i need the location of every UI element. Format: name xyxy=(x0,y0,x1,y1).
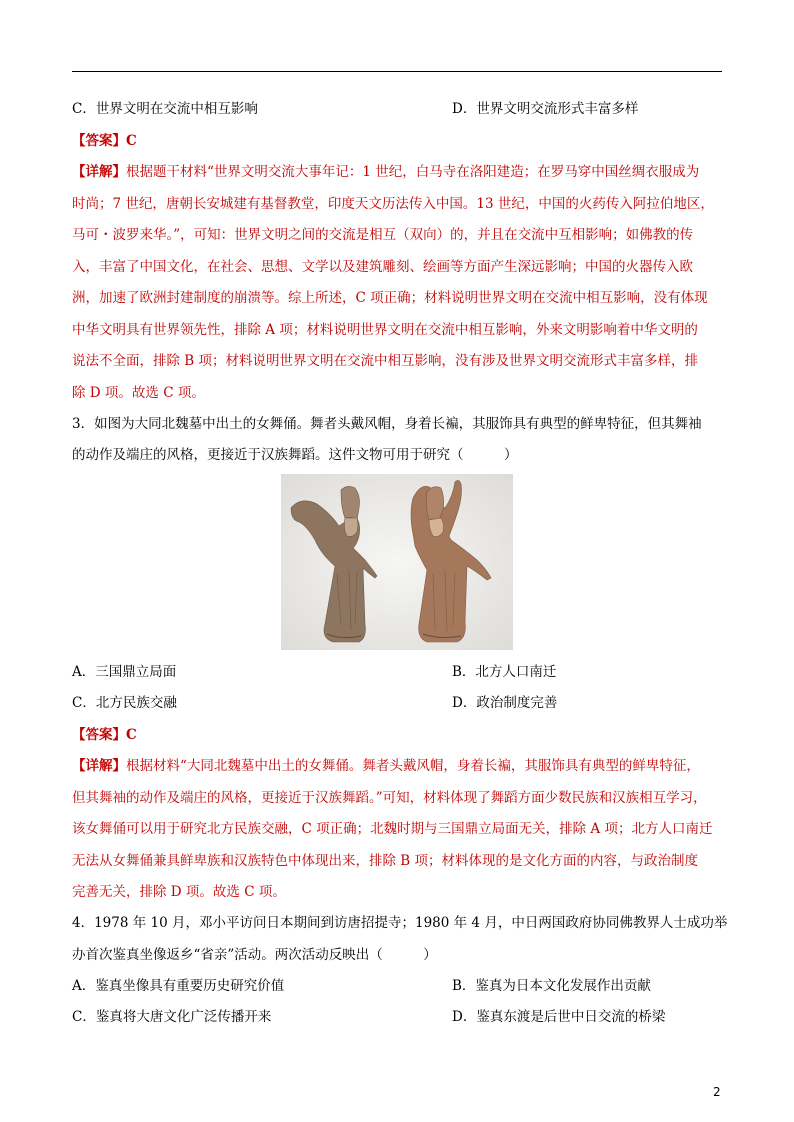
q3-option-d[interactable]: D．政治制度完善 xyxy=(452,695,558,711)
header-rule xyxy=(72,71,722,72)
q2-detail-line-1: 【详解】根据题干材料“世界文明交流大事年记：1 世纪，白马寺在洛阳建造；在罗马穿中国丝绸衣服成为 xyxy=(72,164,700,180)
q3-detail-line-3: 该女舞俑可以用于研究北方民族交融，C 项正确；北魏时期与三国鼎立局面无关，排除 A 项；北方人口南迁 xyxy=(72,821,713,837)
q4-option-a[interactable]: A．鉴真坐像具有重要历史研究价值 xyxy=(72,978,285,994)
q2-detail-line-5: 洲，加速了欧洲封建制度的崩溃等。综上所述，C 项正确；材料说明世界文明在交流中相互影响，没有体现 xyxy=(72,290,708,306)
q4-options-row-ab xyxy=(72,976,651,996)
figurines-illustration xyxy=(281,474,513,650)
q3-option-c[interactable]: C．北方民族交融 xyxy=(72,695,177,711)
q2-options-row-cd xyxy=(72,99,639,119)
page-number: 2 xyxy=(713,1085,721,1099)
q2-detail-line-8: 除 D 项。故选 C 项。 xyxy=(72,385,205,401)
q3-stem-line-1: 3．如图为大同北魏墓中出土的女舞俑。舞者头戴风帽，身着长褊，其服饰具有典型的鲜卑特征，但其舞袖 xyxy=(72,416,702,432)
q4-option-c[interactable]: C．鉴真将大唐文化广泛传播开来 xyxy=(72,1009,272,1025)
q2-detail-line-2: 时尚；7 世纪，唐朝长安城建有基督教堂，印度天文历法传入中国。13 世纪，中国的火药传入阿拉伯地区， xyxy=(72,196,714,212)
q3-answer: 【答案】C xyxy=(72,727,137,743)
dancer-figurines-photo xyxy=(281,474,513,650)
q2-detail-line-4: 入，丰富了中国文化，在社会、思想、文学以及建筑雕刻、绘画等方面产生深远影响；中国的火器传入欧 xyxy=(72,259,693,275)
q3-detail-line-4: 无法从女舞俑兼具鲜卑族和汉族特色中体现出来，排除 B 项；材料体现的是文化方面的内容，与政治制度 xyxy=(72,853,699,869)
q2-detail-tag: 【详解】 xyxy=(72,164,126,180)
q3-options-row-cd xyxy=(72,693,558,713)
q2-detail-line-6: 中华文明具有世界领先性，排除 A 项；材料说明世界文明在交流中相互影响，外来文明影响着中华文明的 xyxy=(72,322,698,338)
q3-options-row-ab xyxy=(72,662,557,682)
q4-option-d[interactable]: D．鉴真东渡是后世中日交流的桥梁 xyxy=(452,1009,666,1025)
q3-detail-tag: 【详解】 xyxy=(72,758,126,774)
q3-detail-line-2: 但其舞袖的动作及端庄的风格，更接近于汉族舞蹈。”可知，材料体现了舞蹈方面少数民族和汉族相互学习， xyxy=(72,790,707,806)
q2-answer: 【答案】C xyxy=(72,133,137,149)
q2-detail-line-3: 马可・波罗来华。”，可知：世界文明之间的交流是相互（双向）的，并且在交流中互相影响；如佛教的传 xyxy=(72,227,694,243)
q3-detail-line-5: 完善无关，排除 D 项。故选 C 项。 xyxy=(72,884,286,900)
q3-stem-line-2: 的动作及端庄的风格，更接近于汉族舞蹈。这件文物可用于研究（ ） xyxy=(72,447,518,463)
q3-option-a[interactable]: A．三国鼎立局面 xyxy=(72,664,177,680)
q4-options-row-cd xyxy=(72,1007,666,1027)
q3-detail-line-1: 【详解】根据材料“大同北魏墓中出土的女舞俑。舞者头戴风帽，身着长褊，其服饰具有典型的鲜卑特征， xyxy=(72,758,700,774)
q3-option-b[interactable]: B．北方人口南迁 xyxy=(452,664,557,680)
q4-stem-line-1: 4．1978 年 10 月，邓小平访问日本期间到访唐招提寺；1980 年 4 月，中日两国政府协同佛教界人士成功举 xyxy=(72,915,728,931)
q4-stem-line-2: 办首次鉴真坐像返乡“省亲”活动。两次活动反映出（ ） xyxy=(72,947,437,963)
q4-option-b[interactable]: B．鉴真为日本文化发展作出贡献 xyxy=(452,978,651,994)
q2-option-c[interactable]: C．世界文明在交流中相互影响 xyxy=(72,101,258,117)
q2-option-d[interactable]: D．世界文明交流形式丰富多样 xyxy=(452,101,639,117)
q2-detail-line-7: 说法不全面，排除 B 项；材料说明世界文明在交流中相互影响，没有涉及世界文明交流形式丰富多样，排 xyxy=(72,353,699,369)
